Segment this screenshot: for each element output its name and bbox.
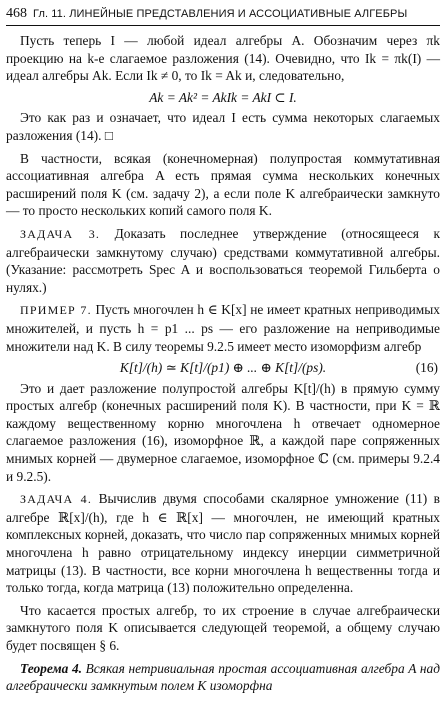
running-title: Гл. 11. ЛИНЕЙНЫЕ ПРЕДСТАВЛЕНИЯ И АССОЦИАТИВНЫЕ АЛГЕБРЫ bbox=[33, 8, 408, 20]
theorem-4-text: Всякая нетривиальная простая ассоциативная алгебра A над алгебраически замкнутым полем K изоморфна bbox=[6, 660, 440, 694]
page-number: 468 bbox=[6, 6, 27, 21]
task-4-text: Вычислив двумя способами скалярное умножение (11) в алгебре ℝ[x]/(h), где h ∈ ℝ[x] — многочлен, не имеющий кратных комплексных корней, доказать, что число пар сопряженных мнимых корней многочлена h равно отрицательному индексу инерции симметричной матрицы (13). В частности, все корни многочлена h вещественны тогда и только тогда, когда матрица (13) положительно определенна. bbox=[6, 491, 440, 596]
formula-16 bbox=[6, 359, 440, 377]
paragraph-semisimple: В частности, всякая (конечномерная) полупростая коммутативная ассоциативная алгебра A есть прямая сумма нескольких конечных расширений поля K (см. задачу 2), а если поле K алгебраически замкнуто — то просто нескольких копий самого поля K. bbox=[6, 150, 440, 219]
paragraph-simple-algebras: Что касается простых алгебр, то их строение в случае алгебраически замкнутого поля K описывается следующей теоремой, а общему случаю будет посвящен § 6. bbox=[6, 602, 440, 653]
task-4 bbox=[6, 490, 440, 597]
page-header bbox=[6, 6, 440, 26]
example-7-text: Пусть многочлен h ∈ K[x] не имеет кратных неприводимых множителей, и пусть h = p1 ... ps — его разложение на неприводимые множители над K. В силу теоремы 9.2.5 имеет место изоморфизм алгебр bbox=[6, 302, 440, 354]
formula-16-number: (16) bbox=[415, 360, 438, 376]
theorem-4 bbox=[6, 660, 440, 695]
task-3 bbox=[6, 225, 440, 296]
task-4-label: ЗАДАЧА 4. bbox=[20, 492, 93, 507]
example-7-label: ПРИМЕР 7. bbox=[20, 303, 92, 318]
theorem-4-label: Теорема 4. bbox=[20, 660, 82, 676]
task-3-text: Доказать последнее утверждение (относящееся к алгебраически замкнутому случаю) средствами коммутативной алгебры. (Указание: рассмотреть Spec A и воспользоваться теоремой Гильберта о нулях.) bbox=[6, 225, 440, 295]
paragraph-decomposition: Это и дает разложение полупростой алгебры K[t]/(h) в прямую сумму простых алгебр (конечных расширений поля K). В частности, при K = ℝ каждому вещественному корню многочлена h отвечает одномерное слагаемое разложения (16), изоморфное ℝ, а каждой паре сопряженных мнимых корней — двумерное слагаемое, изоморфное ℂ (см. примеры 9.2.4 и 9.2.5). bbox=[6, 380, 440, 484]
paragraph-ideal: Пусть теперь I — любой идеал алгебры A. Обозначим через πk проекцию на k-е слагаемое разложения (14). Очевидно, что Ik = πk(I) — идеал алгебры Ak. Если Ik ≠ 0, то Ik = Ak и, следовательно, bbox=[6, 33, 440, 84]
task-3-label: ЗАДАЧА 3. bbox=[20, 226, 101, 241]
paragraph-ideal-sum: Это как раз и означает, что идеал I есть сумма некоторых слагаемых разложения (14). □ bbox=[6, 110, 440, 143]
formula-16-body: K[t]/(h) ≃ K[t]/(p1) ⊕ ... ⊕ K[t]/(ps). bbox=[119, 360, 327, 376]
example-7 bbox=[6, 301, 440, 355]
formula-ak: Ak = Ak² = AkIk = AkI ⊂ I. bbox=[149, 89, 297, 105]
